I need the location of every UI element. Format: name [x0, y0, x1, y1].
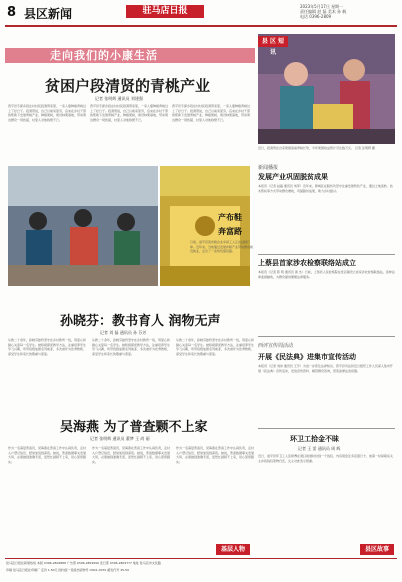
lead-body-col1: 西平县专探乡段庄村村民段清贤家里，一家人靠种植青桃过上了好日子。段清贤说，自己以前家里穷，后来在乡村干部的帮助下发展青桃产业，种植果树，建设林果基地，带动周边群众一同致富，村里人对他称赞不已。: [8, 104, 86, 122]
wu-headline: 吴海燕 为了普查颗不上家: [60, 420, 208, 435]
issue-info: [300, 4, 346, 19]
sun-body-col1: 从教二十余年，孙晓芬始终坚守在乡村教育一线，用爱心和耐心关爱每一名学生。她积极探索教学方法，注重培养学生学习兴趣，所带班级成绩名列前茅，多次被评为优秀教师，深受学生和家长的敬重与喜爱。: [8, 338, 87, 356]
lead-body-col3: 西平县专探乡段庄村村民段清贤家里，一家人靠种植青桃过上了好日子。段清贤说，自己以前家里穷，后来在乡村干部的帮助下发展青桃产业，种植果树，建设林果基地，带动周边群众一同致富，村里人对他称赞不已。: [172, 104, 251, 122]
story2-headline: 上蔡县首家涉农检察联络站成立: [258, 259, 356, 267]
sun-byline: 记者 刘 磊 通讯员 孙 芬芳: [100, 330, 147, 335]
issue-date: 2023年5月17日 星期一: [300, 4, 344, 9]
mid-photo-label-1: 产布鞋: [218, 212, 242, 222]
wu-body-col3: 作为一名基层普查员，吴海燕在普查工作中认真负责，走村入户登记信息，经常加班到深夜。她说，普查数据事关发展大局，必须做到准确无误，虽然忙碌顾不上家，但心里很踏实。: [176, 446, 254, 464]
story3-headline: 开展《民法典》进集市宣传活动: [258, 353, 356, 361]
story4-headline: 环卫工拾金不昧: [290, 435, 339, 443]
mid-photo-caption: 日前，遂平县某布鞋企业车间工人正在赶制订单。近年来，当地通过发展布鞋产业带动群众就近就业，走出了一条特色富民路。: [190, 240, 254, 254]
story3-section-label: 西评宣传周活动: [258, 343, 294, 349]
wu-byline: 记者 张明辉 通讯员 董梦 王 尚 丽: [90, 436, 150, 441]
footer-rule: [5, 558, 397, 559]
grassroots-tag: 基层人物: [216, 544, 250, 555]
topic-banner-text: 走向我们的小康生活: [50, 49, 158, 62]
story4-body: 近日，遂平县环卫工人张师傅在清扫街道时捡到一个钱包，内有现金及多张银行卡，他第一时间联系失主并将钱包原物归还，失主对此表示感谢。: [258, 454, 394, 463]
sun-headline: 孙晓芬：教书育人 润物无声: [60, 314, 221, 329]
story1-body: 本报讯（记者 赵磊 通讯员 刘军）近年来，驿城区在脱贫攻坚中注重发展特色产业，通过土地流转、技术帮扶等方式带动群众增收，巩固脱贫成果，助力乡村振兴。: [258, 184, 393, 193]
lead-body-col2: 西平县专探乡段庄村村民段清贤家里，一家人靠种植青桃过上了好日子。段清贤说，自己以前家里穷，后来在乡村干部的帮助下发展青桃产业，种植果树，建设林果基地，带动周边群众一同致富，村里人对他称赞不已。: [90, 104, 168, 122]
lead-byline: 记者 张明辉 通讯员 刘建强: [95, 96, 143, 101]
caption-text: 近日，段清贤在自家果园查看青桃长势，今年果园收益预计可达数万元。: [258, 146, 355, 150]
story2-body: 本报讯（记者 陈 明 通讯员 黄 杰）日前，上蔡县人民检察院在党店镇设立首家涉农检察联络站，延伸法律监督触角，为群众提供便捷法律服务。: [258, 270, 395, 279]
wu-body-col1: 作为一名基层普查员，吴海燕在普查工作中认真负责，走村入户登记信息，经常加班到深夜。她说，普查数据事关发展大局，必须做到准确无误，虽然忙碌顾不上家，但心里很踏实。: [8, 446, 87, 464]
briefs-tag: 县 区 短 讯: [258, 36, 288, 47]
page-number: 8: [7, 5, 17, 20]
header-rule: [5, 25, 397, 27]
lead-photo: [258, 34, 395, 144]
wu-body-col2: 作为一名基层普查员，吴海燕在普查工作中认真负责，走村入户登记信息，经常加班到深夜。她说，普查数据事关发展大局，必须做到准确无误，虽然忙碌顾不上家，但心里很踏实。: [92, 446, 171, 464]
section-title: 县区新闻: [24, 7, 73, 21]
footer-line-1: 驻马店日报社新闻热线 本版 0396-2809888 广告部 0396-2809999 发行部 0396-2809777 地址 驻马店市文化路: [6, 561, 161, 565]
story1-headline: 发展产业巩固脱贫成果: [258, 173, 328, 181]
paper-logo: 驻马店日报: [126, 5, 204, 18]
lead-photo-caption: [258, 146, 395, 160]
footer-line-2: 印刷 驻马店日报社印刷厂 定价 1.50元 国内统一连续出版物号 CN41-0070 邮发代号 35-59: [6, 568, 129, 572]
mid-photo-label-2: 奔富路: [218, 226, 242, 236]
sun-body-col3: 从教二十余年，孙晓芬始终坚守在乡村教育一线，用爱心和耐心关爱每一名学生。她积极探索教学方法，注重培养学生学习兴趣，所带班级成绩名列前茅，多次被评为优秀教师，深受学生和家长的敬重与喜爱。: [176, 338, 254, 356]
workshop-photo-left: [8, 166, 158, 286]
issue-editor: 责任编辑 赵 磊 美术 孙 帆: [300, 9, 347, 14]
news-broadcast-label: 新闻播报: [258, 165, 279, 171]
issue-phone: 电话 0396-2809: [300, 14, 332, 19]
caption-credit: 记者 张明辉 摄: [354, 146, 375, 150]
divider: [258, 428, 395, 429]
story3-body: 本报讯（记者 刘伟 通讯员 王芳）为进一步普及法律知识，西平县司法局近日组织工作人员深入集市开展《民法典》宣传活动，发放宣传资料、解答群众咨询，营造浓厚法治氛围。: [258, 364, 393, 373]
sun-body-col2: 从教二十余年，孙晓芬始终坚守在乡村教育一线，用爱心和耐心关爱每一名学生。她积极探索教学方法，注重培养学生学习兴趣，所带班级成绩名列前茅，多次被评为优秀教师，深受学生和家长的敬重与喜爱。: [92, 338, 171, 356]
story4-byline: 记者 王 雷 通讯员 周 辉: [298, 446, 341, 451]
divider: [258, 336, 395, 337]
lead-headline: 贫困户段清贤的青桃产业: [45, 77, 211, 95]
county-story-tag: 县区故事: [360, 544, 394, 555]
divider: [258, 254, 395, 255]
